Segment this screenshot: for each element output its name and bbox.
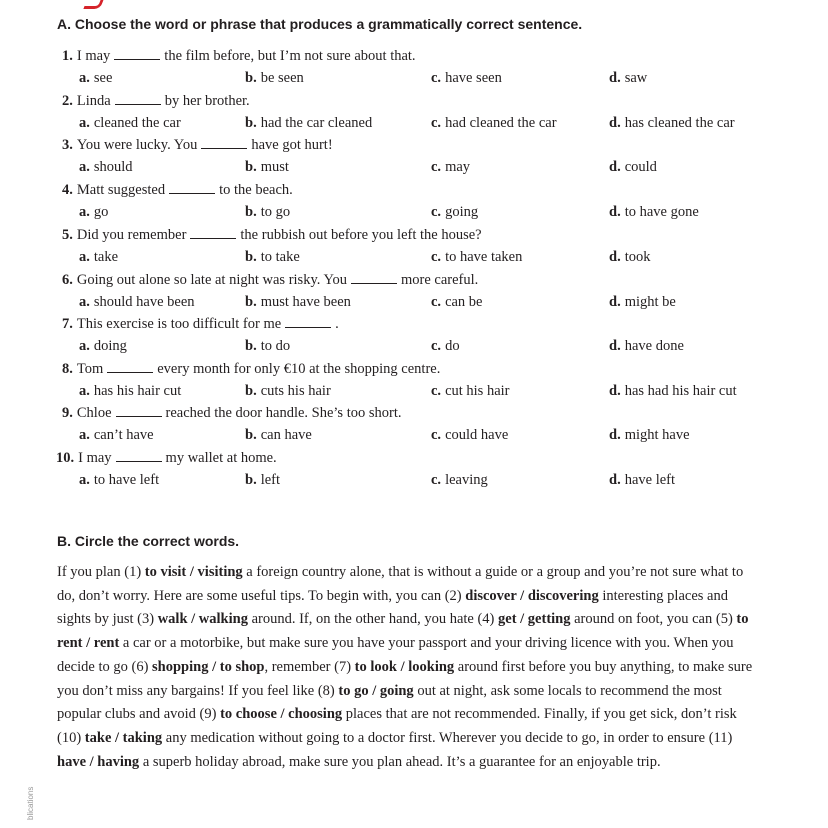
paragraph-text: out at night, ask some locals to recommend the most popular clubs and avoid (9): [57, 682, 722, 723]
question-number: 5.: [62, 227, 73, 243]
option-b: [245, 382, 331, 400]
question-text-after: reached the door handle. She’s too short.: [165, 405, 402, 421]
paragraph-text: around. If, on the other hand, you hate (4): [247, 611, 499, 628]
paragraph-text: If you plan (1): [57, 564, 145, 580]
option-text: to have left: [93, 472, 160, 488]
option-letter: b.: [245, 204, 257, 220]
option-text: leaving: [445, 472, 488, 488]
option-letter: d.: [609, 115, 621, 131]
option-letter: c.: [431, 249, 442, 265]
option-c: [431, 471, 488, 489]
option-text: has cleaned the car: [624, 115, 735, 131]
option-b: [245, 158, 289, 176]
section-b-paragraph: [57, 561, 757, 774]
option-d: [609, 471, 675, 489]
option-c: [431, 158, 470, 176]
answer-blank: [115, 92, 161, 105]
option-letter: d.: [609, 204, 621, 220]
option-text: cut his hair: [445, 383, 510, 399]
option-b: [245, 203, 290, 221]
option-c: [431, 337, 460, 355]
option-text: to have taken: [445, 249, 523, 265]
question-2: [62, 92, 250, 110]
option-c: [431, 114, 557, 132]
option-text: to do: [260, 338, 291, 354]
option-a: [79, 382, 181, 400]
option-text: saw: [624, 70, 648, 86]
option-text: cleaned the car: [93, 115, 181, 131]
question-text-before: I may: [76, 48, 111, 64]
question-number: 10.: [56, 450, 75, 466]
option-d: [609, 203, 699, 221]
question-8: [62, 360, 440, 378]
question-number: 3.: [62, 137, 73, 153]
option-text: do: [445, 338, 460, 354]
paragraph-text: a car or a motorbike, but make sure you have your passport and your driving licence with you. When you decide to go (6): [57, 635, 734, 675]
question-text-before: I may: [78, 450, 112, 466]
option-text: have seen: [445, 70, 502, 86]
answer-blank: [201, 136, 247, 149]
option-letter: b.: [245, 159, 257, 175]
option-text: have done: [624, 338, 684, 354]
option-letter: b.: [245, 249, 257, 265]
paragraph-text: , remember (7): [264, 658, 355, 675]
option-text: had cleaned the car: [445, 115, 557, 131]
question-text-after: have got hurt!: [251, 137, 333, 153]
option-text: could: [624, 159, 657, 175]
question-number: 6.: [62, 272, 73, 288]
option-letter: d.: [609, 383, 621, 399]
question-text-before: Linda: [76, 93, 111, 109]
question-10: [56, 449, 277, 467]
option-letter: b.: [245, 294, 257, 310]
option-letter: a.: [79, 383, 90, 399]
option-letter: c.: [431, 204, 442, 220]
option-letter: c.: [431, 159, 442, 175]
question-text-before: This exercise is too difficult for me: [76, 316, 282, 332]
option-text: can be: [445, 294, 483, 310]
option-letter: d.: [609, 249, 621, 265]
option-text: took: [624, 249, 651, 265]
option-text: be seen: [260, 70, 304, 86]
option-d: [609, 69, 647, 87]
option-text: take: [93, 249, 119, 265]
option-letter: d.: [609, 159, 621, 175]
paragraph-text: around first before you buy anything, to make sure you don’t miss any bargains! If you feel like (8): [57, 658, 753, 699]
option-d: [609, 114, 735, 132]
word-choice: to choose / choosing: [220, 706, 343, 723]
answer-blank: [285, 315, 331, 328]
question-number: 1.: [62, 48, 73, 64]
question-text-before: Tom: [76, 361, 104, 377]
option-b: [245, 114, 372, 132]
option-letter: d.: [609, 338, 621, 354]
option-letter: a.: [79, 115, 90, 131]
option-letter: b.: [245, 383, 257, 399]
side-label: blications: [26, 786, 35, 820]
option-letter: c.: [431, 294, 442, 310]
option-c: [431, 203, 478, 221]
option-text: go: [93, 204, 109, 220]
option-text: doing: [93, 338, 127, 354]
section-b-heading: B. Circle the correct words.: [57, 533, 240, 549]
question-text-after: my wallet at home.: [165, 450, 277, 466]
option-a: [79, 158, 133, 176]
option-text: has his hair cut: [93, 383, 182, 399]
word-choice: to look / looking: [354, 658, 455, 675]
option-letter: a.: [79, 472, 90, 488]
option-text: had the car cleaned: [260, 115, 373, 131]
question-text-after: every month for only €10 at the shopping centre.: [157, 361, 441, 377]
paragraph-text: places that are not recommended. Finally, if you get sick, don’t risk (10): [57, 706, 737, 746]
option-letter: a.: [79, 70, 90, 86]
option-a: [79, 203, 108, 221]
option-letter: c.: [431, 383, 442, 399]
option-c: [431, 248, 522, 266]
option-b: [245, 337, 290, 355]
option-b: [245, 248, 300, 266]
option-letter: b.: [245, 70, 257, 86]
option-text: might have: [624, 427, 690, 443]
option-text: going: [445, 204, 479, 220]
option-text: to take: [260, 249, 300, 265]
option-d: [609, 426, 690, 444]
question-4: [62, 181, 293, 199]
option-letter: a.: [79, 338, 90, 354]
paragraph-text: around on foot, you can (5): [570, 611, 737, 628]
answer-blank: [114, 47, 160, 60]
option-a: [79, 293, 195, 311]
option-letter: a.: [79, 204, 90, 220]
option-letter: c.: [431, 70, 442, 86]
option-text: should have been: [93, 294, 195, 310]
option-text: should: [93, 159, 133, 175]
answer-blank: [169, 181, 215, 194]
option-a: [79, 471, 159, 489]
question-text-after: the film before, but I’m not sure about that.: [164, 48, 416, 64]
question-text-before: You were lucky. You: [76, 137, 198, 153]
word-choice: take / taking: [84, 729, 163, 746]
answer-blank: [351, 271, 397, 284]
option-d: [609, 337, 684, 355]
option-text: could have: [445, 427, 509, 443]
paragraph-text: any medication without going to a doctor first. Wherever you decide to go, in order to ensure (11): [162, 729, 733, 746]
option-text: must have been: [260, 294, 351, 310]
word-choice: to rent / rent: [57, 611, 749, 652]
paragraph-text: a foreign country alone, that is without a guide or a group and you’re not sure what to do, don’t worry. Here are some useful tips. To begin with, you can (2): [57, 564, 744, 604]
question-number: 8.: [62, 361, 73, 377]
word-choice: get / getting: [498, 611, 571, 628]
option-text: might be: [624, 294, 676, 310]
option-d: [609, 293, 676, 311]
option-letter: c.: [431, 115, 442, 131]
question-number: 9.: [62, 405, 73, 421]
option-letter: c.: [431, 338, 442, 354]
option-text: may: [445, 159, 471, 175]
question-text-after: .: [335, 316, 339, 332]
option-d: [609, 158, 657, 176]
answer-blank: [116, 449, 162, 462]
question-number: 2.: [62, 93, 73, 109]
answer-blank: [116, 404, 162, 417]
option-text: have left: [624, 472, 676, 488]
question-9: [62, 404, 401, 422]
question-1: [62, 47, 416, 65]
option-d: [609, 382, 737, 400]
question-text-after: the rubbish out before you left the house?: [240, 227, 482, 243]
answer-blank: [107, 360, 153, 373]
option-letter: a.: [79, 427, 90, 443]
option-letter: c.: [431, 427, 442, 443]
option-a: [79, 248, 118, 266]
question-3: [62, 136, 333, 154]
option-letter: c.: [431, 472, 442, 488]
option-c: [431, 382, 510, 400]
question-5: [62, 226, 482, 244]
option-text: cuts his hair: [260, 383, 331, 399]
option-text: has had his hair cut: [624, 383, 737, 399]
option-text: see: [93, 70, 113, 86]
section-a-heading: A. Choose the word or phrase that produces a grammatically correct sentence.: [57, 16, 583, 32]
option-a: [79, 69, 112, 87]
option-text: left: [260, 472, 281, 488]
word-choice: discover / discovering: [465, 587, 599, 604]
option-a: [79, 337, 127, 355]
option-text: to go: [260, 204, 291, 220]
option-b: [245, 69, 304, 87]
answer-blank: [190, 226, 236, 239]
option-letter: b.: [245, 338, 257, 354]
option-letter: b.: [245, 427, 257, 443]
word-choice: to go / going: [338, 682, 414, 699]
option-c: [431, 293, 483, 311]
question-number: 7.: [62, 316, 73, 332]
option-a: [79, 426, 154, 444]
question-text-before: Going out alone so late at night was risky. You: [76, 272, 347, 288]
option-letter: a.: [79, 249, 90, 265]
option-a: [79, 114, 181, 132]
option-letter: b.: [245, 115, 257, 131]
option-letter: b.: [245, 472, 257, 488]
option-letter: d.: [609, 427, 621, 443]
word-choice: shopping / to shop: [152, 658, 265, 675]
question-text-before: Did you remember: [76, 227, 187, 243]
paragraph-text: interesting places and sights by just (3): [57, 587, 728, 628]
option-text: can’t have: [93, 427, 154, 443]
word-choice: walk / walking: [157, 611, 248, 628]
option-text: can have: [260, 427, 312, 443]
paragraph-text: a superb holiday abroad, make sure you plan ahead. It’s a guarantee for an enjoyable trip.: [139, 753, 661, 770]
word-choice: to visit / visiting: [144, 564, 243, 580]
word-choice: have / having: [57, 753, 140, 770]
option-b: [245, 293, 351, 311]
option-letter: d.: [609, 472, 621, 488]
option-letter: d.: [609, 294, 621, 310]
question-text-before: Chloe: [76, 405, 112, 421]
question-6: [62, 271, 478, 289]
question-text-after: more careful.: [401, 272, 479, 288]
option-letter: a.: [79, 294, 90, 310]
option-d: [609, 248, 650, 266]
option-letter: a.: [79, 159, 90, 175]
question-number: 4.: [62, 182, 73, 198]
option-text: to have gone: [624, 204, 699, 220]
option-b: [245, 471, 280, 489]
option-letter: d.: [609, 70, 621, 86]
question-7: [62, 315, 339, 333]
option-c: [431, 426, 508, 444]
question-text-after: by her brother.: [164, 93, 250, 109]
option-c: [431, 69, 502, 87]
red-decorative-mark: [83, 0, 105, 9]
option-text: must: [260, 159, 289, 175]
question-text-before: Matt suggested: [76, 182, 166, 198]
question-text-after: to the beach.: [219, 182, 293, 198]
option-b: [245, 426, 312, 444]
